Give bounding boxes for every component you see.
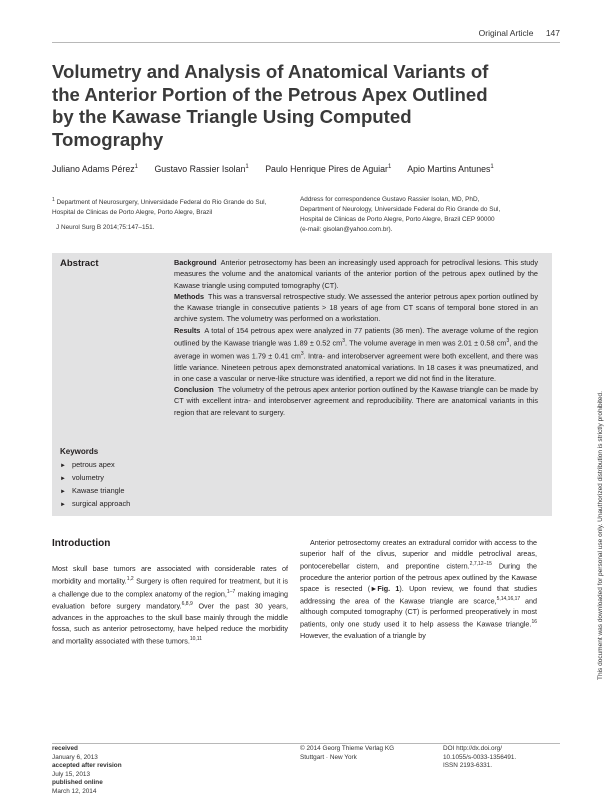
figure-reference[interactable]: ►Fig. 1	[370, 583, 400, 593]
publisher-info: © 2014 Georg Thieme Verlag KG Stuttgart · New York	[300, 745, 395, 761]
author: Paulo Henrique Pires de Aguiar$^1$	[265, 164, 392, 174]
running-header	[479, 28, 560, 38]
keywords-heading: Keywords	[60, 447, 99, 456]
keyword-item: ► petrous apex	[60, 460, 115, 469]
keywords	[60, 447, 130, 511]
keyword-item: ► surgical approach	[60, 499, 131, 508]
intro-paragraph-right: Anterior petrosectomy creates an extradural corridor with access to the superior half of the clivus, superior and middle petroclival areas, pontocerebellar cistern, and prepontine cistern.$^{2,7,12-15}$ During the procedure the anterior portion of the petrous apex outlined by the Kawase space is resected (►Fig. 1). Upon review, we found that studies addressing the area of the Kawase triangle are scarce,$^{5,14,16,17}$ and although computed tomography (CT) is performed preoperatively in most patients, only one study used it to help assess the Kawase triangle.$^{16}$ However, the evaluation of a triangle by	[300, 538, 537, 640]
page-number: 147	[545, 28, 560, 38]
article-title: Volumetry and Analysis of Anatomical Variants of the Anterior Portion of the Petrous Apex Outlined by the Kawase Triangle Using Computed Tomography	[52, 61, 489, 150]
abstract-heading: Abstract	[60, 258, 99, 269]
arrow-right-icon: ►	[60, 476, 66, 482]
author: Juliano Adams Pérez$^1$	[52, 164, 138, 174]
intro-paragraph-left: Most skull base tumors are associated with considerable rates of morbidity and mortality.$^{1,2}$ Surgery is often required for treatment, but it is a challenge due to the complex anatomy of the region,$^{1-7}$ making imaging evaluation before surgery mandatory.$^{6,8,9}$ Over the past 30 years, advances in the approaches to the skull base mainly through the middle fossa, such as anterior petrosectomy, have helped reduce the morbidity and mortality associated with these tumors.$^{10,11}$	[52, 564, 289, 646]
arrow-right-icon: ►	[60, 463, 66, 469]
abstract-body	[174, 257, 538, 418]
arrow-right-icon: ►	[60, 502, 66, 508]
article-dates: received January 6, 2013 accepted after revision July 15, 2013 published online March 12, 2014	[52, 745, 122, 795]
download-notice: This document was downloaded for personal use only. Unauthorized distribution is strictly prohibited.	[597, 391, 604, 680]
author: Apio Martins Antunes$^1$	[407, 164, 494, 174]
footer-rule	[52, 743, 560, 744]
author: Gustavo Rassier Isolan$^1$	[154, 164, 249, 174]
section-heading-introduction: Introduction	[52, 538, 111, 549]
abstract-conclusion: Conclusion The volumetry of the petrous apex anterior portion outlined by the Kawase triangle can be made by CT with excellent intra- and interobserver agreement and reproducibility. There are anatomical variants in this region that are relevant to surgery.	[174, 385, 538, 417]
correspondence-address: Address for correspondence Gustavo Rassier Isolan, MD, PhD, Department of Neurology, Universidade Federal do Rio Grande do Sul, Hospital de Clinicas de Porto Alegre, Porto Alegre, Brazil CEP 90000 (e-mail: gisolan@yahoo.com.br).	[300, 196, 501, 233]
header-rule	[52, 42, 560, 43]
author-list	[52, 164, 508, 174]
abstract-results: Results A total of 154 petrous apex were analyzed in 77 patients (36 men). The average volume of the region outlined by the Kawase triangle was 1.89 ± 0.52 $cm^3$. The volume average in men was 2.01 ± 0.58 $cm^3$, and the average in women was 1.79 ± 0.41 $cm^3$. Intra- and interobserver agreement were both excellent, and there was little variance. Nineteen petrous apex demonstrated anatomical variations. In 18 cases it was pneumatized, and in one case a vascular or nerve-like structure was identified, a report we did not find in the literature.	[174, 325, 538, 383]
abstract-methods: Methods This was a transversal retrospective study. We assessed the anterior petrous apex portion outlined by the Kawase triangle in consecutive patients > 18 years of age from CT scans of temporal bone stored in an archive system. The volumetry was performed on a workstation.	[174, 291, 538, 324]
doi-info: DOI http://dx.doi.org/ 10.1055/s-0033-1356491. ISSN 2193-6331.	[443, 745, 517, 770]
arrow-right-icon: ►	[60, 489, 66, 495]
abstract-background: Background Anterior petrosectomy has been an increasingly used approach for petroclival lesions. This study measures the volume and the anatomical variants of the anterior portion of the petrous apex outlined by the Kawase triangle using computed tomography (CT).	[174, 258, 538, 290]
article-type: Original Article	[478, 28, 534, 38]
keyword-item: ► volumetry	[60, 473, 104, 482]
journal-citation: J Neurol Surg B 2014;75:147–151.	[56, 224, 155, 231]
keyword-item: ► Kawase triangle	[60, 486, 125, 495]
affiliation: $^1$ Department of Neurosurgery, Universidade Federal do Rio Grande do Sul, Hospital de Clinicas de Porto Alegre, Porto Alegre, Brazil	[52, 197, 267, 217]
